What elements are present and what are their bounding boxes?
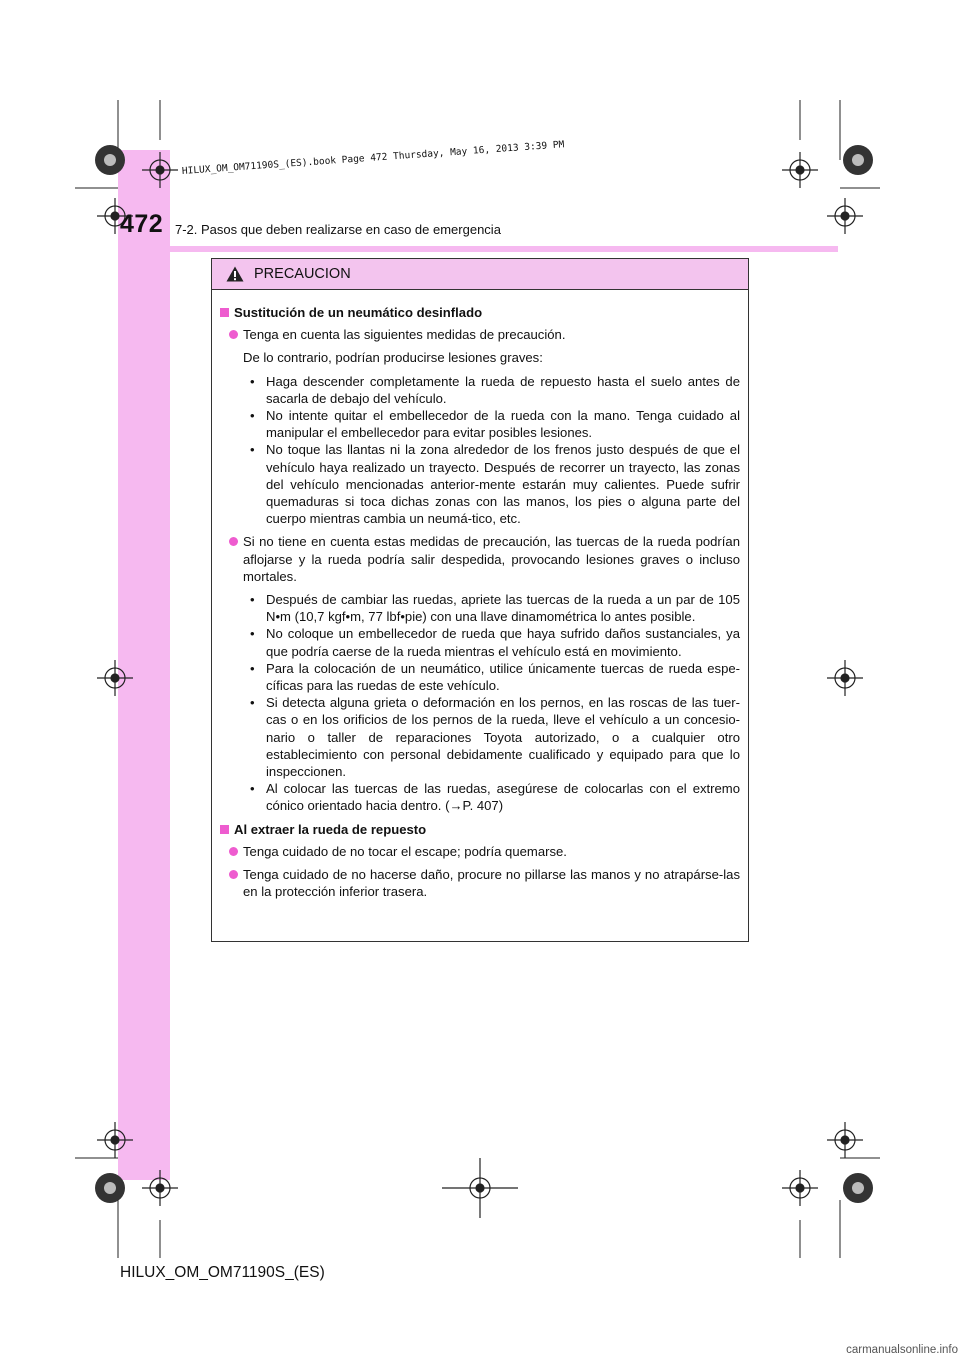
watermark: carmanualsonline.info xyxy=(846,1344,958,1356)
round-bullet-icon xyxy=(229,870,238,879)
square-bullet-icon xyxy=(220,308,229,317)
sub-list-item: • Para la colocación de un neumático, utilice únicamente tuercas de rueda espe-cíficas para las ruedas de este vehículo. xyxy=(250,660,740,694)
sub-list-item: • No intente quitar el embellecedor de la rueda con la mano. Tenga cuidado al manipular el embellecedor para evitar posibles lesiones. xyxy=(250,408,740,441)
list-item: Si no tiene en cuenta estas medidas de precaución, las tuercas de la rueda podrían aflojarse y la rueda podría salir despedida, provocando lesiones graves o incluso mortales. xyxy=(220,533,740,585)
round-bullet-icon xyxy=(229,847,238,856)
round-bullet-icon xyxy=(229,537,238,546)
caution-box xyxy=(211,258,749,942)
page-number: 472 xyxy=(120,210,164,238)
document-code: HILUX_OM_OM71190S_(ES) xyxy=(120,1264,325,1281)
note-text: De lo contrario, podrían producirse lesiones graves: xyxy=(243,350,543,366)
sub-list-item: • Haga descender completamente la rueda de repuesto hasta el suelo antes de sacarla de debajo del vehículo. xyxy=(250,373,740,406)
section-heading: Al extraer la rueda de repuesto xyxy=(220,821,740,838)
section-title: 7-2. Pasos que deben realizarse en caso de emergencia xyxy=(175,222,501,237)
print-info: HILUX_OM_OM71190S_(ES).book Page 472 Thursday, May 16, 2013 3:39 PM xyxy=(181,139,565,177)
list-item: Tenga cuidado de no hacerse daño, procure no pillarse las manos y no atrapárse-las en la protección inferior trasera. xyxy=(220,866,740,900)
sub-list xyxy=(220,591,740,815)
sub-list-item: • Si detecta alguna grieta o deformación en los pernos, en las roscas de las tuer-cas o en los orificios de los pernos de la rueda, lleve el vehículo a un concesio-nario o taller de reparaciones Toyota autorizado, o a cualquier otro establecimiento con personal debidamente cualificado y equipado para que lo inspeccionen. xyxy=(250,695,740,780)
section-heading: Sustitución de un neumático desinflado xyxy=(220,304,740,321)
warning-triangle-icon xyxy=(226,266,244,282)
square-bullet-icon xyxy=(220,825,229,834)
list-item: Tenga cuidado de no tocar el escape; podría quemarse. xyxy=(220,843,740,860)
sub-list-item: • No coloque un embellecedor de rueda que haya sufrido daños sustanciales, ya que podría caerse de la rueda mientras el vehículo está en movimiento. xyxy=(250,626,740,659)
sub-list-item: • Después de cambiar las ruedas, apriete las tuercas de la rueda a un par de 105 N•m (10,7 kgf•m, 77 lbf•pie) con una llave dinamométrica lo antes posible. xyxy=(250,592,740,625)
sub-list xyxy=(220,373,740,528)
caution-title: PRECAUCION xyxy=(254,266,351,282)
caution-body xyxy=(212,290,748,901)
sub-list-item: • No toque las llantas ni la zona alrededor de los frenos justo después de que el vehículo haya realizado un trayecto. Después de recorrer un trayecto, las zonas del vehículo mencionadas anterior-mente estarán muy calientes. Puede sufrir quemaduras si toca dichas zonas con las manos, los pies o alguna parte del cuerpo mientras cambia un neumá-tico, etc. xyxy=(250,442,740,527)
caution-header xyxy=(212,259,748,290)
sub-list-item: • Al colocar las tuercas de las ruedas, asegúrese de colocarlas con el extremo cónico orientado hacia dentro. (→P. 407) xyxy=(250,781,740,814)
list-item: Tenga en cuenta las siguientes medidas de precaución. xyxy=(220,326,740,343)
round-bullet-icon xyxy=(229,330,238,339)
